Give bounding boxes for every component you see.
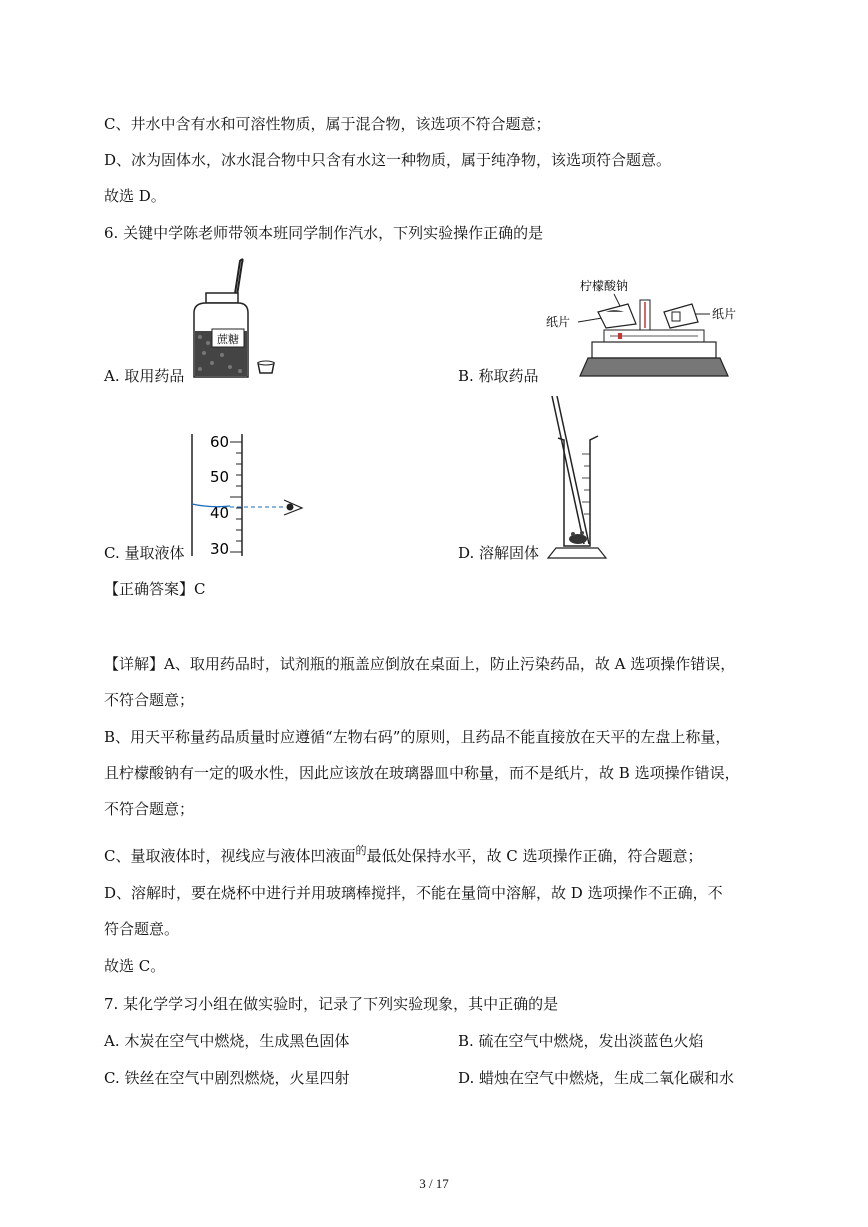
detail-d-line1: D、溶解时，要在烧杯中进行并用玻璃棒搅拌，不能在量筒中溶解，故 D 选项操作不正确，不	[104, 884, 723, 902]
question-6-stem: 6. 关键中学陈老师带领本班同学制作汽水，下列实验操作正确的是	[104, 224, 544, 242]
detail-c-post: 最低处保持水平，故 C 选项操作正确，符合题意；	[366, 847, 703, 865]
detail-b-line1: B、用天平称量药品质量时应遵循“左物右码”的原则，且药品不能直接放在天平的左盘上称量，	[104, 728, 731, 746]
q7-option-a: A. 木炭在空气中燃烧，生成黑色固体	[104, 1032, 350, 1050]
detail-d-line2: 符合题意。	[104, 920, 180, 938]
option-d-label: D. 溶解固体	[458, 544, 540, 562]
figure-a-sugar-jar	[186, 255, 286, 385]
figure-b-balance	[544, 272, 784, 384]
option-c-label: C. 量取液体	[104, 544, 185, 562]
q7-option-b: B. 硫在空气中燃烧，发出淡蓝色火焰	[458, 1032, 704, 1050]
tick-label: 60	[210, 433, 230, 451]
balance-right-label: 纸片	[712, 307, 737, 321]
answer-conclusion: 故选 D。	[104, 187, 166, 205]
page-number: 3 / 17	[419, 1176, 449, 1191]
option-a-label: A. 取用药品	[104, 367, 185, 385]
tick-label: 30	[210, 540, 230, 558]
balance-left-label: 纸片	[546, 315, 571, 329]
figure-d-cylinder-dissolve	[544, 394, 614, 560]
q7-option-d: D. 蜡烛在空气中燃烧，生成二氧化碳和水	[458, 1069, 735, 1087]
detail-c-sup: 的	[355, 844, 367, 857]
question-7-stem: 7. 某化学学习小组在做实验时，记录了下列实验现象，其中正确的是	[104, 995, 559, 1013]
detail-a-line2: 不符合题意；	[104, 691, 195, 709]
answer-line-d: D、冰为固体水，冰水混合物中只含有水这一种物质，属于纯净物，该选项符合题意。	[104, 151, 672, 169]
detail-c-line	[104, 846, 703, 868]
detail-b-line2: 且柠檬酸钠有一定的吸水性，因此应该放在玻璃器皿中称量，而不是纸片，故 B 选项操作错误，	[104, 764, 740, 782]
balance-top-label: 柠檬酸钠	[580, 279, 629, 293]
detail-conclusion: 故选 C。	[104, 957, 166, 975]
q7-option-c: C. 铁丝在空气中剧烈燃烧，火星四射	[104, 1069, 350, 1087]
tick-label: 50	[210, 468, 230, 486]
detail-c-pre: C、量取液体时，视线应与液体凹液面	[104, 847, 356, 865]
correct-answer: 【正确答案】C	[104, 580, 206, 598]
figure-c-cylinder-scale	[186, 428, 306, 560]
tick-label: 40	[210, 504, 230, 522]
answer-line-c: C、井水中含有水和可溶性物质，属于混合物，该选项不符合题意；	[104, 115, 551, 133]
detail-a-line1: 【详解】A、取用药品时，试剂瓶的瓶盖应倒放在桌面上，防止污染药品，故 A 选项操作错误，	[104, 655, 736, 673]
jar-label: 蔗糖	[217, 333, 239, 346]
option-b-label: B. 称取药品	[458, 367, 539, 385]
detail-b-line3: 不符合题意；	[104, 800, 195, 818]
